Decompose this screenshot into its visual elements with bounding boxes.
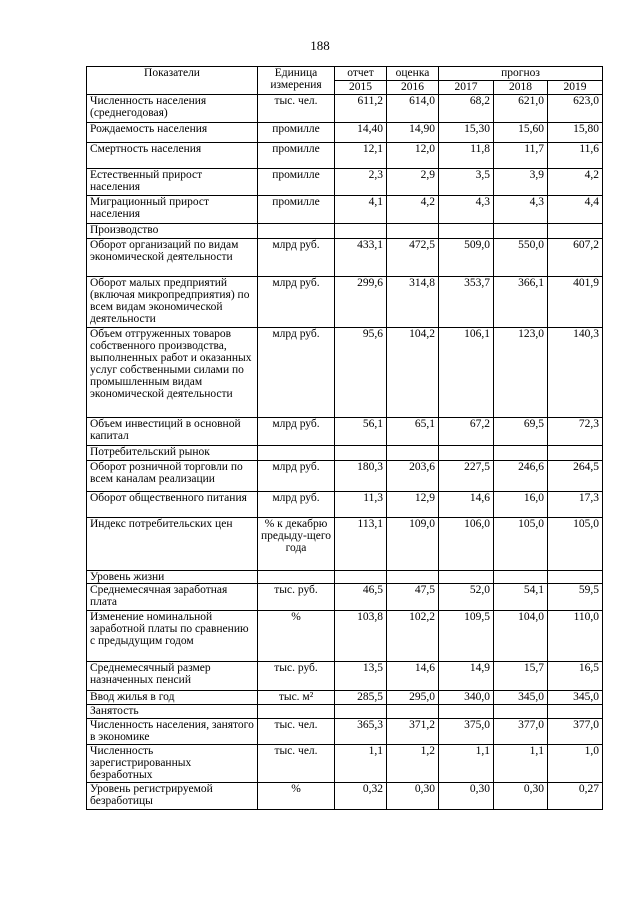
indicator-name: Уровень регистрируемой безработицы [87,783,258,810]
value-cell: 59,5 [548,584,603,611]
table-row [87,492,603,518]
header-year: 2019 [548,81,603,95]
section-title: Занятость [87,705,258,719]
value-cell: 15,80 [548,123,603,143]
empty-cell [494,705,548,719]
table-row [87,584,603,611]
value-cell: 102,2 [387,611,439,662]
value-cell: 621,0 [494,95,548,123]
table-row [87,196,603,224]
indicator-name: Объем отгруженных товаров собственного производства, выполненных работ и оказанных услуг собственными силами по промышленным видам экономической деятельности [87,328,258,418]
empty-cell [494,224,548,239]
indicator-name: Ввод жилья в год [87,691,258,705]
value-cell: 295,0 [387,691,439,705]
value-cell: 12,9 [387,492,439,518]
empty-cell [494,571,548,584]
value-cell: 365,3 [335,719,387,745]
empty-cell [387,224,439,239]
indicator-name: Среднемесячная заработная плата [87,584,258,611]
value-cell: 377,0 [494,719,548,745]
value-cell: 54,1 [494,584,548,611]
table-row [87,95,603,123]
value-cell: 16,5 [548,662,603,691]
value-cell: 353,7 [439,277,494,328]
value-cell: 2,9 [387,169,439,196]
indicator-name: Оборот общественного питания [87,492,258,518]
empty-cell [258,705,335,719]
value-cell: 105,0 [548,518,603,571]
section-row [87,705,603,719]
value-cell: 371,2 [387,719,439,745]
unit-cell: % [258,783,335,810]
empty-cell [439,705,494,719]
value-cell: 227,5 [439,461,494,492]
table-row [87,143,603,169]
value-cell: 11,7 [494,143,548,169]
section-title: Уровень жизни [87,571,258,584]
indicator-name: Численность зарегистрированных безработных [87,745,258,783]
unit-cell: тыс. руб. [258,662,335,691]
value-cell: 14,90 [387,123,439,143]
table-row [87,418,603,446]
value-cell: 0,30 [387,783,439,810]
header-year: 2017 [439,81,494,95]
unit-cell: тыс. чел. [258,745,335,783]
header-unit: Единица измерения [258,67,335,95]
value-cell: 14,6 [439,492,494,518]
value-cell: 1,1 [335,745,387,783]
unit-cell: промилле [258,169,335,196]
value-cell: 1,2 [387,745,439,783]
value-cell: 550,0 [494,239,548,277]
unit-cell: промилле [258,143,335,169]
value-cell: 13,5 [335,662,387,691]
value-cell: 2,3 [335,169,387,196]
empty-cell [494,446,548,461]
table-row [87,169,603,196]
indicator-name: Изменение номинальной заработной платы по сравнению с предыдущим годом [87,611,258,662]
value-cell: 106,1 [439,328,494,418]
empty-cell [548,446,603,461]
table-row [87,691,603,705]
value-cell: 401,9 [548,277,603,328]
value-cell: 72,3 [548,418,603,446]
value-cell: 110,0 [548,611,603,662]
unit-cell: млрд руб. [258,328,335,418]
unit-cell: тыс. чел. [258,719,335,745]
value-cell: 299,6 [335,277,387,328]
value-cell: 69,5 [494,418,548,446]
value-cell: 509,0 [439,239,494,277]
value-cell: 11,3 [335,492,387,518]
table-row [87,745,603,783]
value-cell: 4,3 [439,196,494,224]
indicator-name: Индекс потребительских цен [87,518,258,571]
table-row [87,277,603,328]
indicator-name: Оборот розничной торговли по всем каналам реализации [87,461,258,492]
unit-cell: промилле [258,196,335,224]
value-cell: 106,0 [439,518,494,571]
unit-cell: млрд руб. [258,239,335,277]
empty-cell [387,705,439,719]
section-row [87,571,603,584]
value-cell: 95,6 [335,328,387,418]
unit-cell: тыс. м² [258,691,335,705]
unit-cell: тыс. руб. [258,584,335,611]
header-estimate: оценка [387,67,439,81]
value-cell: 14,9 [439,662,494,691]
empty-cell [439,224,494,239]
value-cell: 56,1 [335,418,387,446]
value-cell: 109,0 [387,518,439,571]
value-cell: 366,1 [494,277,548,328]
indicator-name: Численность населения, занятого в экономике [87,719,258,745]
unit-cell: % к декабрю предыду-щего года [258,518,335,571]
section-title: Потребительский рынок [87,446,258,461]
empty-cell [548,571,603,584]
table-row [87,518,603,571]
value-cell: 345,0 [548,691,603,705]
value-cell: 15,60 [494,123,548,143]
indicators-table [86,66,603,810]
value-cell: 3,9 [494,169,548,196]
value-cell: 46,5 [335,584,387,611]
value-cell: 103,8 [335,611,387,662]
empty-cell [258,224,335,239]
indicator-name: Среднемесячный размер назначенных пенсий [87,662,258,691]
table-row [87,783,603,810]
table-row [87,719,603,745]
table-row [87,123,603,143]
value-cell: 180,3 [335,461,387,492]
value-cell: 4,4 [548,196,603,224]
value-cell: 12,1 [335,143,387,169]
value-cell: 285,5 [335,691,387,705]
value-cell: 17,3 [548,492,603,518]
value-cell: 14,40 [335,123,387,143]
value-cell: 105,0 [494,518,548,571]
value-cell: 203,6 [387,461,439,492]
empty-cell [335,571,387,584]
unit-cell: млрд руб. [258,461,335,492]
section-title: Производство [87,224,258,239]
indicator-name: Естественный прирост населения [87,169,258,196]
empty-cell [439,446,494,461]
unit-cell: млрд руб. [258,492,335,518]
value-cell: 314,8 [387,277,439,328]
value-cell: 67,2 [439,418,494,446]
value-cell: 614,0 [387,95,439,123]
value-cell: 113,1 [335,518,387,571]
empty-cell [258,446,335,461]
indicator-name: Миграционный прирост населения [87,196,258,224]
empty-cell [387,571,439,584]
value-cell: 15,30 [439,123,494,143]
value-cell: 611,2 [335,95,387,123]
value-cell: 433,1 [335,239,387,277]
empty-cell [439,571,494,584]
empty-cell [335,224,387,239]
value-cell: 104,2 [387,328,439,418]
value-cell: 1,1 [494,745,548,783]
page-number: 188 [310,38,330,53]
value-cell: 104,0 [494,611,548,662]
indicator-name: Смертность населения [87,143,258,169]
value-cell: 264,5 [548,461,603,492]
indicator-name: Численность населения (среднегодовая) [87,95,258,123]
value-cell: 16,0 [494,492,548,518]
indicator-name: Объем инвестиций в основной капитал [87,418,258,446]
value-cell: 65,1 [387,418,439,446]
table-row [87,328,603,418]
value-cell: 11,8 [439,143,494,169]
value-cell: 12,0 [387,143,439,169]
value-cell: 123,0 [494,328,548,418]
table-row [87,611,603,662]
empty-cell [387,446,439,461]
header-report: отчет [335,67,387,81]
header-year: 2015 [335,81,387,95]
value-cell: 52,0 [439,584,494,611]
empty-cell [548,705,603,719]
value-cell: 0,30 [439,783,494,810]
value-cell: 623,0 [548,95,603,123]
unit-cell: тыс. чел. [258,95,335,123]
value-cell: 472,5 [387,239,439,277]
value-cell: 11,6 [548,143,603,169]
value-cell: 0,30 [494,783,548,810]
value-cell: 4,3 [494,196,548,224]
empty-cell [335,705,387,719]
unit-cell: % [258,611,335,662]
empty-cell [258,571,335,584]
value-cell: 377,0 [548,719,603,745]
table-row [87,662,603,691]
value-cell: 340,0 [439,691,494,705]
section-row [87,446,603,461]
value-cell: 4,1 [335,196,387,224]
value-cell: 375,0 [439,719,494,745]
value-cell: 246,6 [494,461,548,492]
unit-cell: промилле [258,123,335,143]
value-cell: 607,2 [548,239,603,277]
indicator-name: Рождаемость населения [87,123,258,143]
section-row [87,224,603,239]
value-cell: 140,3 [548,328,603,418]
value-cell: 1,1 [439,745,494,783]
value-cell: 4,2 [548,169,603,196]
value-cell: 345,0 [494,691,548,705]
empty-cell [335,446,387,461]
empty-cell [548,224,603,239]
value-cell: 1,0 [548,745,603,783]
value-cell: 3,5 [439,169,494,196]
table-row [87,461,603,492]
value-cell: 109,5 [439,611,494,662]
value-cell: 4,2 [387,196,439,224]
value-cell: 15,7 [494,662,548,691]
header-indicator: Показатели [87,67,258,95]
unit-cell: млрд руб. [258,277,335,328]
table-row [87,239,603,277]
indicator-name: Оборот организаций по видам экономической деятельности [87,239,258,277]
value-cell: 68,2 [439,95,494,123]
value-cell: 14,6 [387,662,439,691]
indicator-name: Оборот малых предприятий (включая микропредприятия) по всем видам экономической деятельности [87,277,258,328]
value-cell: 0,27 [548,783,603,810]
unit-cell: млрд руб. [258,418,335,446]
header-year: 2016 [387,81,439,95]
header-forecast: прогноз [439,67,603,81]
value-cell: 47,5 [387,584,439,611]
value-cell: 0,32 [335,783,387,810]
header-year: 2018 [494,81,548,95]
